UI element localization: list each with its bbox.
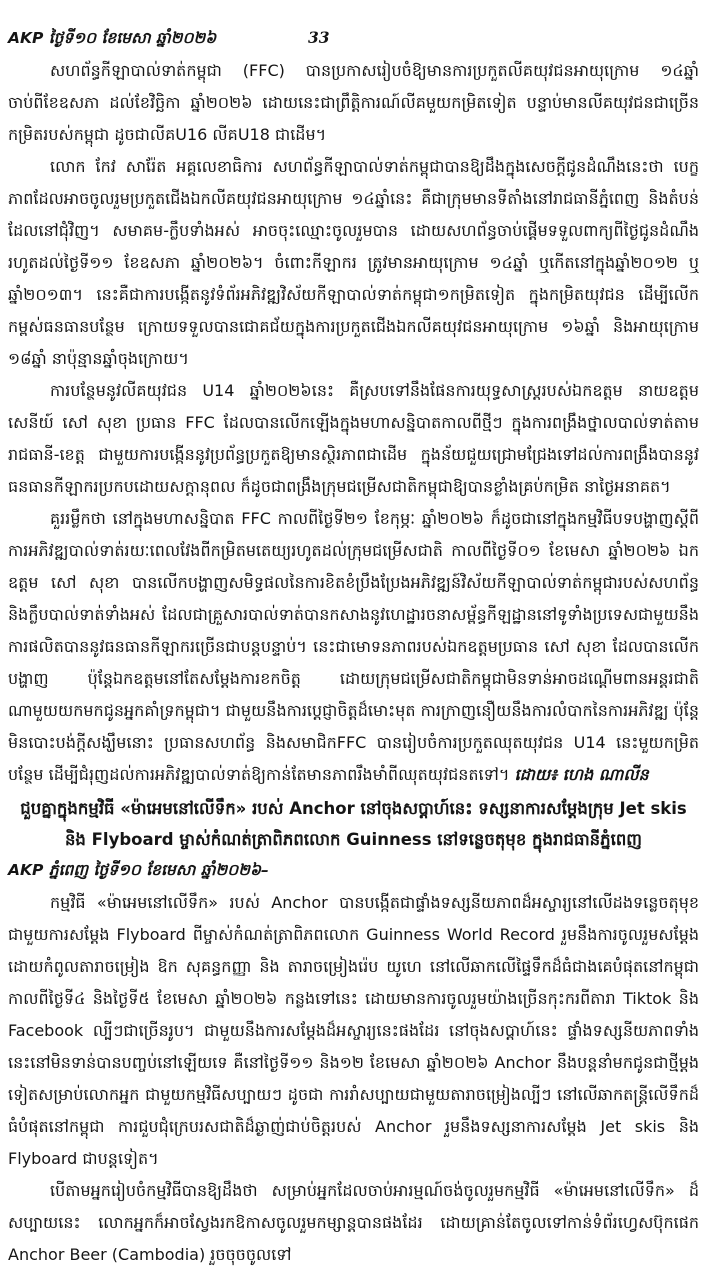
paragraph [8, 503, 699, 791]
paragraph: ការបន្ថែមនូវលីគយុវជន U14 ឆ្នាំ២០២៦នេះ គឺស្របទៅនឹងផែនការយុទ្ធសាស្ត្ររបស់ឯកឧត្តម នាយឧត្តមសេនីយ៍ សៅ សុខា ប្រធាន FFC ដែលបានលើកឡើងក្នុងមហាសន្និបាតកាលពីថ្មីៗ ក្នុងការពង្រឹងថ្នាលបាល់ទាត់តាមរាជធានី-ខេត្ត ជាមួយការបង្កើននូវប្រព័ន្ធប្រកួតឱ្យមានស្ថិរភាពជាដើម ក្នុងន័យជួយជ្រោមជ្រែងទៅដល់ការពង្រឹងបាននូវធនធានកីឡាករប្រកបដោយសក្ដានុពល ក៏ដូចជាពង្រឹងក្រុមជម្រើសជាតិកម្ពុជាឱ្យបានខ្លាំងគ្រប់កម្រិត នាថ្ងៃអនាគត។ [8, 380, 699, 496]
paragraph: សហព័ន្ធកីឡាបាល់ទាត់កម្ពុជា (FFC) បានប្រកាសរៀបចំឱ្យមានការប្រកួតលីគយុវជនអាយុក្រោម ១៤ឆ្នាំ ចាប់ពីខែឧសភា ដល់ខែវិច្ឆិកា ឆ្នាំ២០២៦ ដោយនេះជាព្រឹត្តិការណ៍លីគមួយកម្រិតទៀត បន្ទាប់មានលីគយុវជនជាច្រើនកម្រិតរបស់កម្ពុជា ដូចជាលីគU16 លីគU18 ជាដើម។ [8, 60, 699, 144]
article-title: ជួបគ្នាក្នុងកម្មវិធី «ម៉ាអេមនៅលើទឹក» របស់ Anchor នៅចុងសប្ដាហ៍នេះ ទស្សនាការសម្ដែងក្រុម Jet skis និង Flyboard ម្ចាស់កំណត់ត្រាពិភពលោក Guinness នៅទន្លេចតុមុខ ក្នុងរាជធានីភ្នំពេញ [20, 798, 687, 850]
issue-date-line: AKP ថ្ងៃទី១០ ខែមេសា ឆ្នាំ២០២៦ [8, 29, 217, 47]
paragraph: លោក កែវ សារ៉ែត អគ្គលេខាធិការ សហព័ន្ធកីឡាបាល់ទាត់កម្ពុជាបានឱ្យដឹងក្នុងសេចក្ដីជូនដំណឹងនេះថា បេក្ខភាពដែលអាចចូលរួមប្រកួតជើងឯកលីគយុវជនអាយុក្រោម ១៤ឆ្នាំនេះ គឺជាក្រុមមានទីតាំងនៅរាជធានីភ្នំពេញ និងតំបន់ដែលនៅជុំវិញ។ សមាគម-ក្លឹបទាំងអស់ អាចចុះឈ្មោះចូលរួមបាន ដោយសហព័ន្ធចាប់ផ្ដើមទទួលពាក្យពីថ្ងៃជូនដំណឹង រហូតដល់ថ្ងៃទី១១ ខែឧសភា ឆ្នាំ២០២៦។ ចំពោះកីឡាករ ត្រូវមានអាយុក្រោម ១៤ឆ្នាំ ឬកើតនៅក្នុងឆ្នាំ២០១២ ឬឆ្នាំ២០១៣។ នេះគឺជាការបង្កើតនូវទំព័រអភិវឌ្ឍវិស័យកីឡាបាល់ទាត់កម្ពុជា១កម្រិតទៀត ក្នុងកម្រិតយុវជន ដើម្បីលើកកម្ពស់ធនធានបន្ថែម ក្រោយទទួលបានជោគជ័យក្នុងការប្រកួតជើងឯកលីគយុវជនអាយុក្រោម ១៦ឆ្នាំ និងអាយុក្រោម ១៨ឆ្នាំ នាប៉ុន្មានឆ្នាំចុងក្រោយ។ [8, 156, 699, 368]
paragraph: កម្មវិធី «ម៉ាអេមនៅលើទឹក» របស់ Anchor បានបង្កើតជាផ្ទាំងទស្សនីយភាពដ៏អស្ចារ្យនៅលើដងទន្លេចតុមុខ ជាមួយការសម្ដែង Flyboard ពីម្ចាស់កំណត់ត្រាពិភពលោក Guinness World Record រួមនឹងការចូលរួមសម្ដែងដោយកំពូលតារាចម្រៀង ឱក សុគន្ធកញ្ញា និង តារាចម្រៀងរ៉េប យូហេ នៅលើឆាកលើផ្ទៃទឹកដ៏ធំជាងគេបំផុតនៅកម្ពុជា កាលពីថ្ងៃទី៤ និងថ្ងៃទី៥ ខែមេសា ឆ្នាំ២០២៦ កន្លងទៅនេះ ដោយមានការចូលរួមយ៉ាងច្រើនកុះករពីតារា Tiktok និង Facebook ល្បីៗជាច្រើនរូប។ ជាមួយនឹងការសម្ដែងដ៏អស្ចារ្យនេះផងដែរ នៅចុងសប្ដាហ៍នេះ ផ្ទាំងទស្សនីយភាពទាំងនេះនៅមិនទាន់បានបញ្ចប់នៅឡើយទេ គឺនៅថ្ងៃទី១១ និង១២ ខែមេសា ឆ្នាំ២០២៦ Anchor នឹងបន្តនាំមកជូនជាថ្មីម្ដងទៀតសម្រាប់លោកអ្នក ជាមួយកម្មវិធីសប្បាយៗ ដូចជា ការរាំសប្បាយជាមួយតារាចម្រៀងល្បីៗ នៅលើឆាកតន្ត្រីលើទឹកដ៏ធំបំផុតនៅកម្ពុជា ការជួបជុំក្រេបរសជាតិដ៏ឆ្ងាញ់ជាប់ចិត្តរបស់ Anchor រួមនឹងទស្សនាការសម្ដែង Jet skis និង Flyboard ជាបន្តទៀត។ [8, 893, 699, 1169]
dateline: AKP ភ្នំពេញ ថ្ងៃទី១០ ខែមេសា ឆ្នាំ២០២៦– [8, 861, 269, 880]
page-header [8, 26, 699, 51]
article-anchor-event [8, 793, 699, 1271]
page-number: 33 [308, 28, 330, 47]
article-ffc-u14-league [8, 55, 699, 791]
paragraph: បើតាមអ្នករៀបចំកម្មវិធីបានឱ្យដឹងថា សម្រាប់អ្នកដែលចាប់អារម្មណ៍ចង់ចូលរួមកម្មវិធី «ម៉ាអេមនៅលើទឹក» ដ៏សប្បាយនេះ លោកអ្នកក៏អាចស្វែងរកឱកាសចូលរួមកម្សាន្តបានផងដែរ ដោយគ្រាន់តែចូលទៅកាន់ទំព័រហ្វេសប៊ុកផេក Anchor Beer (Cambodia) រួចចុចចូលទៅ [8, 1181, 699, 1265]
paragraph-text: គួររម្លឹកថា នៅក្នុងមហាសន្និបាត FFC កាលពីថ្ងៃទី២១ ខែកុម្ភៈ ឆ្នាំ២០២៦ ក៏ដូចជានៅក្នុងកម្មវិធីបទបង្ហាញស្ដីពីការអភិវឌ្ឍបាល់ទាត់រយៈពេលវែងពីកម្រិតមតេយ្យរហូតដល់ក្រុមជម្រើសជាតិ កាលពីថ្ងៃទី០១ ខែមេសា ឆ្នាំ២០២៦ ឯកឧត្តម សៅ សុខា បានលើកបង្ហាញសមិទ្ធផលនៃការខិតខំប្រឹងប្រែងអភិវឌ្ឍន៍វិស័យកីឡាបាល់ទាត់កម្ពុជារបស់សហព័ន្ធ និងក្លឹបបាល់ទាត់ទាំងអស់ ដែលជាគ្រួសារបាល់ទាត់បានកសាងនូវហេដ្ឋារចនាសម្ព័ន្ធកីឡដ្ឋាននៅទូទាំងប្រទេសជាមួយនឹងការផលិតបាននូវធនធានកីឡាករច្រើនជាបន្តបន្ទាប់។ នេះជាមោទនភាពរបស់ឯកឧត្តមប្រធាន សៅ សុខា ដែលបានលើកបង្ហាញ ប៉ុន្តែឯកឧត្តមនៅតែសម្ដែងការខកចិត្ត ដោយក្រុមជម្រើសជាតិកម្ពុជាមិនទាន់អាចដណ្ដើមពានអន្តរជាតិណាមួយយកមកជូនអ្នកគាំទ្រកម្ពុជា។ ជាមួយនឹងការប្ដេជ្ញាចិត្តដ៏មោះមុត ការក្រាញនឿយនឹងការលំបាកនៃការអភិវឌ្ឍ ប៉ុន្តែមិនបោះបង់ក្ដីសង្ឃឹមនោះ ប្រធានសហព័ន្ធ និងសមាជិកFFC បានរៀបចំការប្រកួតឈុតយុវជន U14 នេះមួយកម្រិតបន្ថែម ដើម្បីជំរុញដល់ការអភិវឌ្ឍបាល់ទាត់ឱ្យកាន់តែមានភាពរឹងមាំពីឈុតយុវជនតទៅ។ [8, 508, 699, 784]
author-byline: ដោយ៖ ហេង ណាលីន [514, 764, 649, 784]
